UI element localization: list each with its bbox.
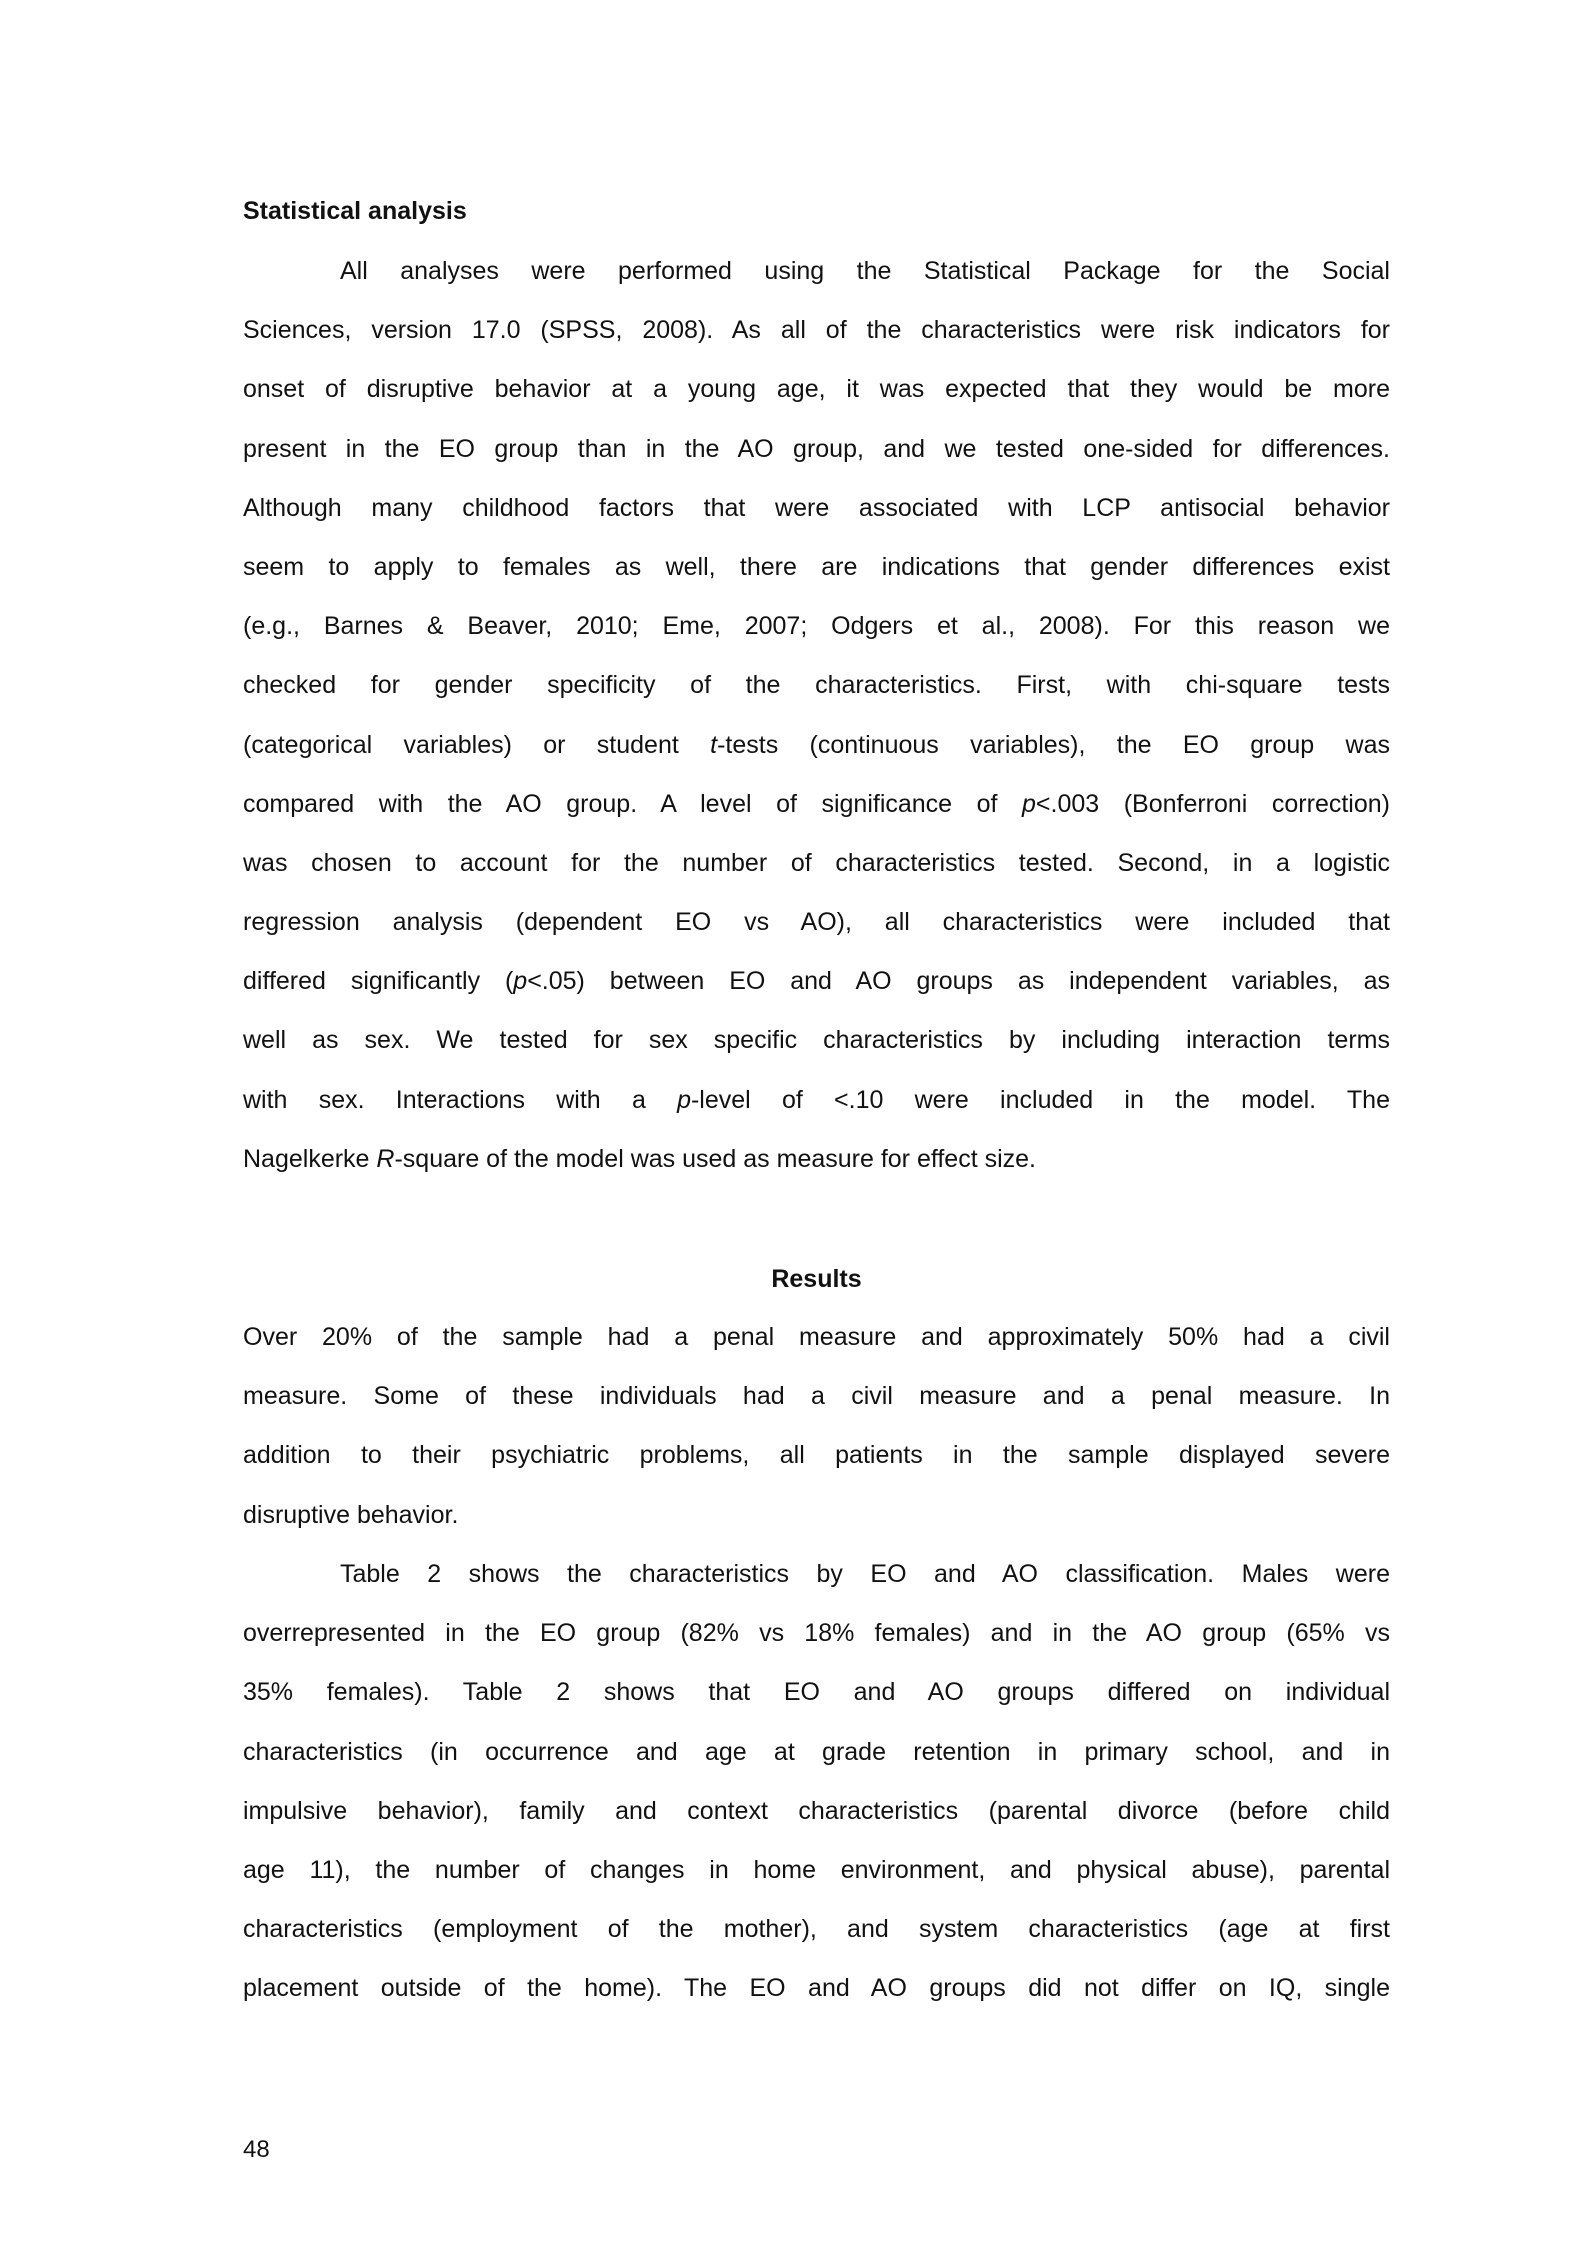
text-segment: -level of <.10 were included in the model. The bbox=[690, 1085, 1390, 1114]
text-segment: present in the EO group than in the AO group, and we tested one-sided for differences. bbox=[243, 434, 1390, 463]
text-line bbox=[243, 1663, 1390, 1722]
text-segment: (categorical variables) or student bbox=[243, 730, 711, 759]
italic-symbol: R bbox=[376, 1144, 395, 1173]
text-segment: was chosen to account for the number of characteristics tested. Second, in a logistic bbox=[243, 848, 1390, 877]
italic-symbol: p bbox=[513, 967, 528, 996]
text-segment: characteristics (in occurrence and age at grade retention in primary school, and in bbox=[243, 1737, 1390, 1766]
text-segment: Over 20% of the sample had a penal measure and approximately 50% had a civil bbox=[243, 1323, 1390, 1351]
text-line bbox=[243, 1782, 1390, 1841]
text-line bbox=[243, 1071, 1390, 1130]
text-line bbox=[243, 893, 1390, 952]
text-segment: All analyses were performed using the Statistical Package for the Social bbox=[340, 257, 1390, 285]
text-line bbox=[243, 1308, 1390, 1367]
text-line bbox=[243, 242, 1390, 301]
paragraph bbox=[243, 1308, 1390, 1545]
text-segment: overrepresented in the EO group (82% vs 18% females) and in the AO group (65% vs bbox=[243, 1619, 1390, 1648]
text-line bbox=[243, 1604, 1390, 1663]
text-segment: <.003 (Bonferroni correction) bbox=[1035, 789, 1390, 818]
text-line bbox=[243, 301, 1390, 360]
text-segment: placement outside of the home). The EO and AO groups did not differ on IQ, single bbox=[243, 1974, 1390, 2003]
text-line bbox=[243, 1486, 1390, 1545]
italic-symbol: t bbox=[710, 730, 718, 759]
text-segment: addition to their psychiatric problems, all patients in the sample displayed severe bbox=[243, 1441, 1390, 1470]
text-segment: measure. Some of these individuals had a civil measure and a penal measure. In bbox=[243, 1382, 1390, 1411]
text-segment: Nagelkerke bbox=[243, 1144, 377, 1173]
text-segment: compared with the AO group. A level of significance of bbox=[243, 789, 1022, 818]
page-number: 48 bbox=[243, 2136, 270, 2163]
text-segment: differed significantly ( bbox=[243, 967, 514, 996]
text-line bbox=[243, 1723, 1390, 1782]
text-segment: regression analysis (dependent EO vs AO), all characteristics were included that bbox=[243, 908, 1390, 937]
text-line bbox=[243, 420, 1390, 479]
text-line bbox=[243, 1841, 1390, 1900]
text-segment: seem to apply to females as well, there are indications that gender differences exist bbox=[243, 552, 1390, 581]
text-line bbox=[243, 597, 1390, 656]
text-line bbox=[243, 1545, 1390, 1604]
text-line bbox=[243, 656, 1390, 715]
section-heading-statistical-analysis: Statistical analysis bbox=[243, 197, 467, 225]
text-line bbox=[243, 1130, 1390, 1189]
text-segment: Although many childhood factors that were associated with LCP antisocial behavior bbox=[243, 493, 1390, 522]
text-segment: 35% females). Table 2 shows that EO and AO groups differed on individual bbox=[243, 1678, 1390, 1707]
text-line bbox=[243, 716, 1390, 775]
text-segment: Sciences, version 17.0 (SPSS, 2008). As all of the characteristics were risk indicators for bbox=[243, 316, 1390, 345]
text-segment: <.05) between EO and AO groups as independent variables, as bbox=[527, 967, 1390, 996]
text-line bbox=[243, 538, 1390, 597]
text-segment: age 11), the number of changes in home environment, and physical abuse), parental bbox=[243, 1855, 1390, 1884]
text-line bbox=[243, 479, 1390, 538]
paragraph bbox=[243, 1545, 1390, 2019]
paragraph bbox=[243, 242, 1390, 1189]
text-line bbox=[243, 834, 1390, 893]
text-line bbox=[243, 1426, 1390, 1485]
text-line bbox=[243, 1959, 1390, 2018]
text-line bbox=[243, 775, 1390, 834]
text-segment: -square of the model was used as measure for effect size. bbox=[394, 1144, 1036, 1173]
italic-symbol: p bbox=[677, 1085, 691, 1114]
text-segment: (e.g., Barnes & Beaver, 2010; Eme, 2007; Odgers et al., 2008). For this reason we bbox=[243, 612, 1390, 641]
text-line bbox=[243, 1900, 1390, 1959]
text-line bbox=[243, 952, 1390, 1011]
section-heading-results: Results bbox=[771, 1265, 862, 1293]
text-segment: with sex. Interactions with a bbox=[243, 1085, 678, 1114]
text-line bbox=[243, 1367, 1390, 1426]
text-segment: impulsive behavior), family and context characteristics (parental divorce (before child bbox=[243, 1796, 1390, 1825]
text-segment: onset of disruptive behavior at a young age, it was expected that they would be more bbox=[243, 375, 1390, 404]
text-segment: Table 2 shows the characteristics by EO and AO classification. Males were bbox=[340, 1560, 1390, 1588]
text-line bbox=[243, 360, 1390, 419]
italic-symbol: p bbox=[1022, 789, 1036, 818]
text-segment: characteristics (employment of the mother), and system characteristics (age at first bbox=[243, 1915, 1390, 1944]
text-line bbox=[243, 1011, 1390, 1070]
text-segment: well as sex. We tested for sex specific characteristics by including interaction terms bbox=[243, 1026, 1390, 1055]
text-segment: -tests (continuous variables), the EO group was bbox=[717, 730, 1390, 759]
text-segment: disruptive behavior. bbox=[243, 1500, 459, 1529]
text-segment: checked for gender specificity of the characteristics. First, with chi-square tests bbox=[243, 671, 1390, 700]
